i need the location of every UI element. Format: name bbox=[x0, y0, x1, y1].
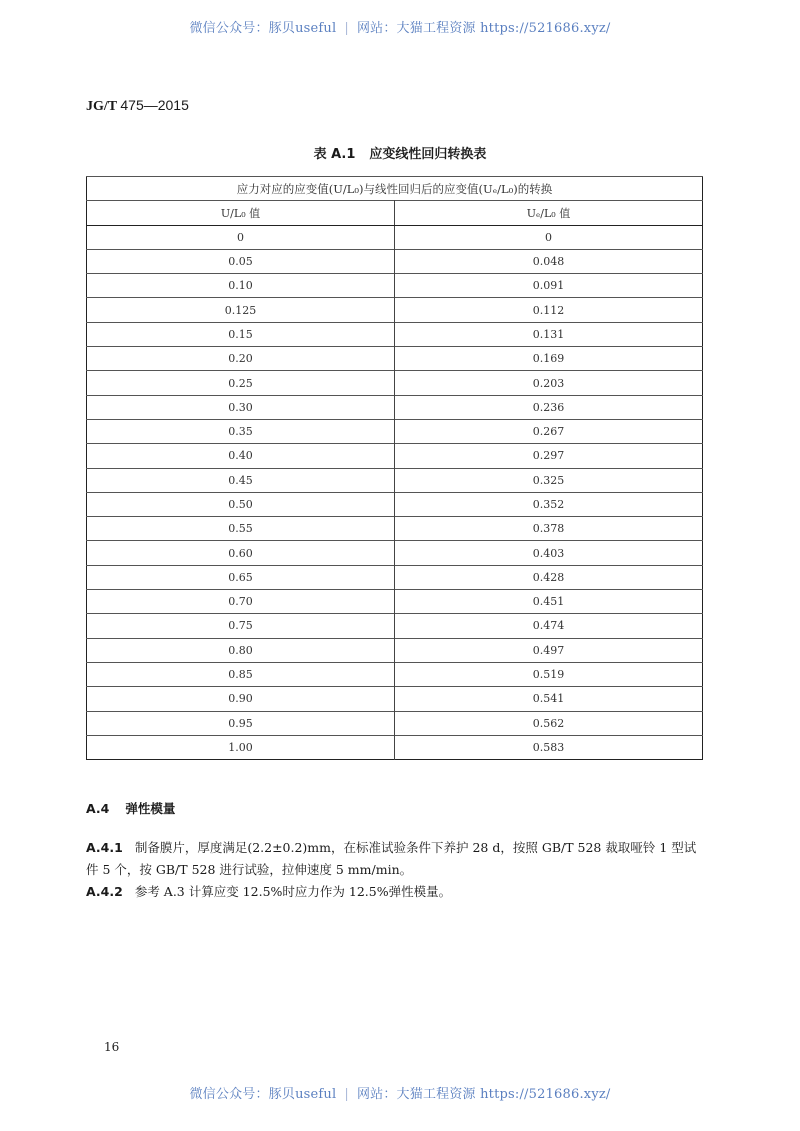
table-row bbox=[87, 274, 703, 298]
cell-ue-l0: 0.474 bbox=[395, 614, 703, 638]
column-header-u-l0: U/L₀ 值 bbox=[87, 201, 395, 225]
cell-ue-l0: 0.091 bbox=[395, 274, 703, 298]
table-row bbox=[87, 638, 703, 662]
cell-ue-l0: 0 bbox=[395, 225, 703, 249]
cell-u-l0: 0.55 bbox=[87, 517, 395, 541]
table-row bbox=[87, 541, 703, 565]
cell-ue-l0: 0.131 bbox=[395, 322, 703, 346]
table-row bbox=[87, 347, 703, 371]
standard-number: 475—2015 bbox=[120, 97, 189, 113]
table-span-header-row bbox=[87, 177, 703, 201]
paragraph-a41 bbox=[86, 837, 708, 881]
cell-u-l0: 0.70 bbox=[87, 590, 395, 614]
cell-ue-l0: 0.378 bbox=[395, 517, 703, 541]
section-title: 弹性模量 bbox=[125, 801, 176, 816]
cell-u-l0: 0.45 bbox=[87, 468, 395, 492]
paragraph-number: A.4.2 bbox=[86, 884, 123, 899]
cell-u-l0: 0 bbox=[87, 225, 395, 249]
table-row bbox=[87, 492, 703, 516]
cell-u-l0: 0.30 bbox=[87, 395, 395, 419]
paragraph-text: 制备膜片，厚度满足(2.2±0.2)mm，在标准试验条件下养护 28 d，按照 GB/T 528 裁取哑铃 1 型试件 5 个，按 GB/T 528 进行试验，拉伸速度 5 mm/min。 bbox=[86, 840, 697, 877]
watermark-bottom bbox=[0, 1083, 800, 1102]
section-heading bbox=[86, 799, 175, 817]
table-number: 表 A.1 bbox=[313, 147, 356, 162]
watermark-separator: | bbox=[344, 21, 349, 36]
cell-u-l0: 0.50 bbox=[87, 492, 395, 516]
cell-u-l0: 0.35 bbox=[87, 419, 395, 443]
watermark-separator: | bbox=[344, 1087, 349, 1102]
watermark-website: 网站：大猫工程资源 https://521686.xyz/ bbox=[356, 21, 611, 36]
standard-prefix: JG/T bbox=[86, 99, 117, 114]
table-row bbox=[87, 371, 703, 395]
cell-ue-l0: 0.297 bbox=[395, 444, 703, 468]
column-header-ue-l0: Uₑ/L₀ 值 bbox=[395, 201, 703, 225]
cell-ue-l0: 0.428 bbox=[395, 565, 703, 589]
cell-u-l0: 0.65 bbox=[87, 565, 395, 589]
table-row bbox=[87, 225, 703, 249]
watermark-wechat: 微信公众号：豚贝useful bbox=[189, 21, 337, 36]
cell-ue-l0: 0.325 bbox=[395, 468, 703, 492]
cell-ue-l0: 0.497 bbox=[395, 638, 703, 662]
cell-u-l0: 0.20 bbox=[87, 347, 395, 371]
table-row bbox=[87, 395, 703, 419]
cell-ue-l0: 0.451 bbox=[395, 590, 703, 614]
cell-u-l0: 0.85 bbox=[87, 662, 395, 686]
cell-ue-l0: 0.541 bbox=[395, 687, 703, 711]
table-row bbox=[87, 517, 703, 541]
cell-u-l0: 0.95 bbox=[87, 711, 395, 735]
table-body bbox=[87, 225, 703, 760]
watermark-website: 网站：大猫工程资源 https://521686.xyz/ bbox=[356, 1087, 611, 1102]
table-column-header-row bbox=[87, 201, 703, 225]
table-span-header: 应力对应的应变值(U/L₀)与线性回归后的应变值(Uₑ/L₀)的转换 bbox=[87, 177, 703, 201]
cell-u-l0: 0.125 bbox=[87, 298, 395, 322]
cell-u-l0: 0.05 bbox=[87, 249, 395, 273]
watermark-wechat: 微信公众号：豚贝useful bbox=[189, 1087, 337, 1102]
cell-u-l0: 0.90 bbox=[87, 687, 395, 711]
table-caption bbox=[0, 143, 800, 162]
cell-ue-l0: 0.267 bbox=[395, 419, 703, 443]
cell-ue-l0: 0.583 bbox=[395, 735, 703, 759]
table-row bbox=[87, 662, 703, 686]
section-number: A.4 bbox=[86, 801, 110, 816]
cell-u-l0: 0.40 bbox=[87, 444, 395, 468]
table-row bbox=[87, 590, 703, 614]
standard-code bbox=[86, 97, 189, 115]
cell-u-l0: 1.00 bbox=[87, 735, 395, 759]
paragraph-a42 bbox=[86, 881, 708, 903]
page-number: 16 bbox=[104, 1040, 120, 1054]
cell-u-l0: 0.15 bbox=[87, 322, 395, 346]
table-row bbox=[87, 322, 703, 346]
table-row bbox=[87, 565, 703, 589]
cell-ue-l0: 0.203 bbox=[395, 371, 703, 395]
table-row bbox=[87, 711, 703, 735]
table-row bbox=[87, 444, 703, 468]
table-row bbox=[87, 419, 703, 443]
cell-u-l0: 0.60 bbox=[87, 541, 395, 565]
cell-ue-l0: 0.352 bbox=[395, 492, 703, 516]
cell-ue-l0: 0.519 bbox=[395, 662, 703, 686]
watermark-top bbox=[0, 17, 800, 36]
cell-u-l0: 0.75 bbox=[87, 614, 395, 638]
cell-ue-l0: 0.169 bbox=[395, 347, 703, 371]
cell-ue-l0: 0.112 bbox=[395, 298, 703, 322]
table-row bbox=[87, 298, 703, 322]
table-row bbox=[87, 614, 703, 638]
cell-ue-l0: 0.236 bbox=[395, 395, 703, 419]
cell-ue-l0: 0.048 bbox=[395, 249, 703, 273]
cell-ue-l0: 0.562 bbox=[395, 711, 703, 735]
cell-u-l0: 0.80 bbox=[87, 638, 395, 662]
strain-conversion-table bbox=[86, 176, 703, 760]
paragraph-number: A.4.1 bbox=[86, 840, 123, 855]
table-row bbox=[87, 687, 703, 711]
table-row bbox=[87, 468, 703, 492]
cell-u-l0: 0.25 bbox=[87, 371, 395, 395]
cell-ue-l0: 0.403 bbox=[395, 541, 703, 565]
table-title: 应变线性回归转换表 bbox=[369, 147, 487, 162]
paragraph-text: 参考 A.3 计算应变 12.5%时应力作为 12.5%弹性模量。 bbox=[134, 884, 452, 899]
cell-u-l0: 0.10 bbox=[87, 274, 395, 298]
table-row bbox=[87, 249, 703, 273]
table-row bbox=[87, 735, 703, 759]
